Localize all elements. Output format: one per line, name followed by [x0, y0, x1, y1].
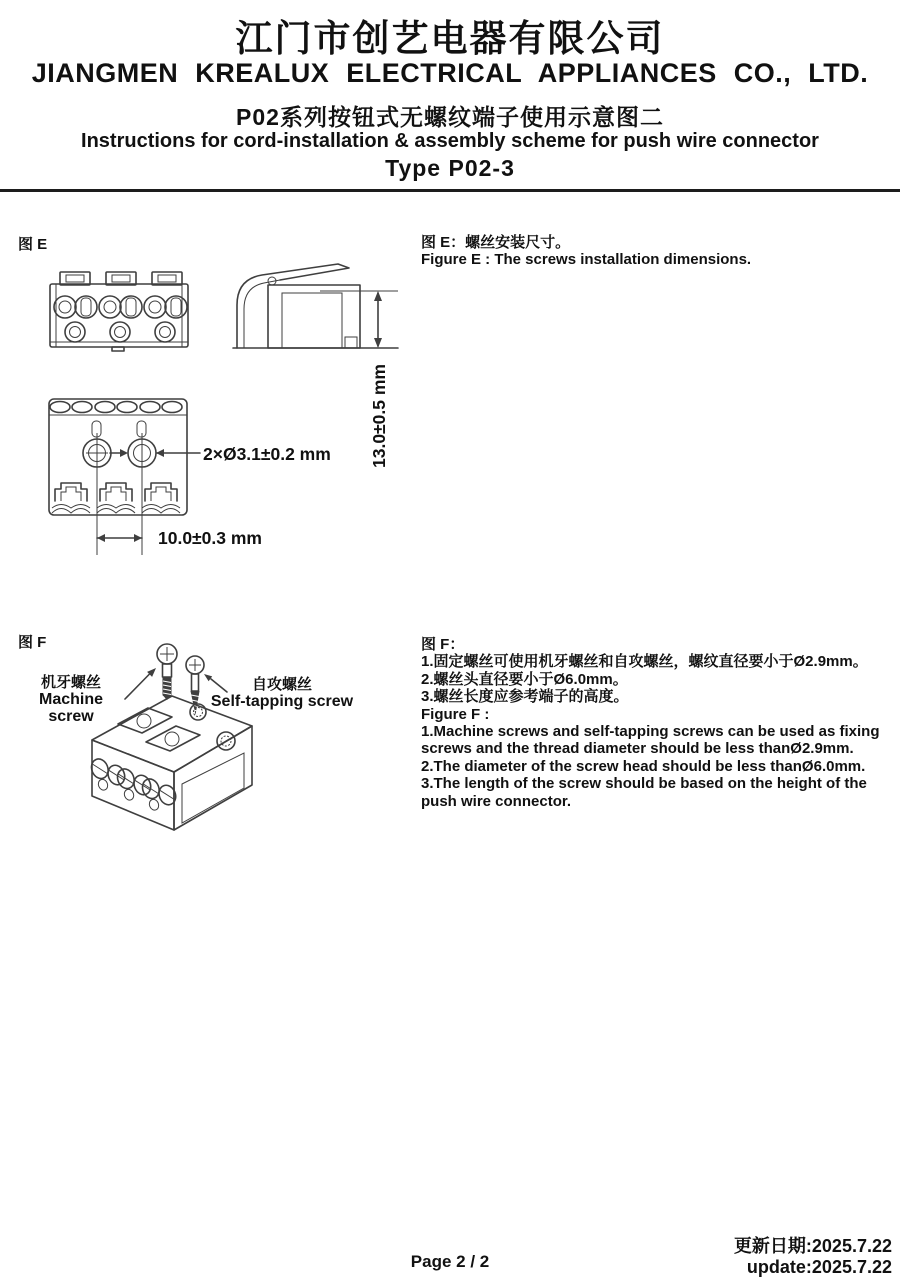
figure-f-caption — [421, 636, 893, 810]
dim-spacing-label: 10.0±0.3 mm — [158, 528, 262, 548]
figure-f-note-en-2: 2.The diameter of the screw head should be less thanØ6.0mm. — [421, 757, 866, 775]
figure-e-caption-en: Figure E : The screws installation dimensions. — [421, 251, 752, 269]
machine-screw-label-cn: 机牙螺丝 — [40, 674, 101, 691]
pointer-arrows — [125, 668, 227, 699]
company-name-en: JIANGMEN KREALUX ELECTRICAL APPLIANCES CO., LTD. — [31, 58, 869, 88]
figure-f-note-en-1: 1.Machine screws and self-tapping screws can be used as fixing screws and the thread diameter should be less thanØ2.9mm. — [421, 723, 880, 758]
dim-hole-label: 2×Ø3.1±0.2 mm — [203, 444, 331, 464]
figure-e-caption — [421, 234, 893, 269]
side-view — [233, 264, 398, 468]
update-date-en: update:2025.7.22 — [746, 1257, 892, 1277]
figure-f-caption-title-en: Figure F : — [421, 705, 490, 723]
figure-f-drawing — [80, 638, 370, 843]
update-date-cn: 更新日期:2025.7.22 — [733, 1236, 892, 1256]
machine-screw-drawing — [157, 644, 177, 700]
bottom-view — [49, 399, 331, 555]
figure-f-note-cn-3: 3.螺丝长度应参考端子的高度。 — [421, 688, 629, 706]
dim-height-label: 13.0±0.5 mm — [369, 364, 389, 468]
self-tapping-screw-label-en: Self-tapping screw — [210, 693, 354, 710]
figure-f-caption-title-cn: 图 F： — [421, 636, 465, 653]
figure-f-note-en-3: 3.The length of the screw should be based on the height of the push wire connector. — [421, 775, 867, 810]
company-name-cn: 江门市创艺电器有限公司 — [235, 18, 665, 59]
figure-f-note-cn-2: 2.螺丝头直径要小于Ø6.0mm。 — [421, 670, 628, 688]
header-divider — [0, 189, 900, 192]
figure-e-label: 图 E — [18, 236, 48, 253]
connector-isometric — [89, 696, 252, 830]
page-number: Page 2 / 2 — [410, 1252, 490, 1271]
update-date — [734, 1236, 892, 1278]
machine-screw-label-en: Machine screw — [38, 691, 103, 725]
figure-e-caption-cn: 图 E：螺丝安装尺寸。 — [421, 234, 571, 251]
series-title-en: Instructions for cord-installation & assembly scheme for push wire connector — [81, 130, 819, 152]
type-label: Type P02-3 — [385, 155, 515, 181]
figure-f-label: 图 F — [18, 634, 47, 651]
figure-f-note-cn-1: 1.固定螺丝可使用机牙螺丝和自攻螺丝，螺纹直径要小于Ø2.9mm。 — [421, 653, 868, 671]
front-view — [50, 272, 188, 351]
figure-e-drawing — [40, 263, 410, 568]
series-title-cn: P02系列按钮式无螺纹端子使用示意图二 — [236, 104, 664, 130]
self-tapping-screw-label-cn: 自攻螺丝 — [251, 676, 312, 693]
